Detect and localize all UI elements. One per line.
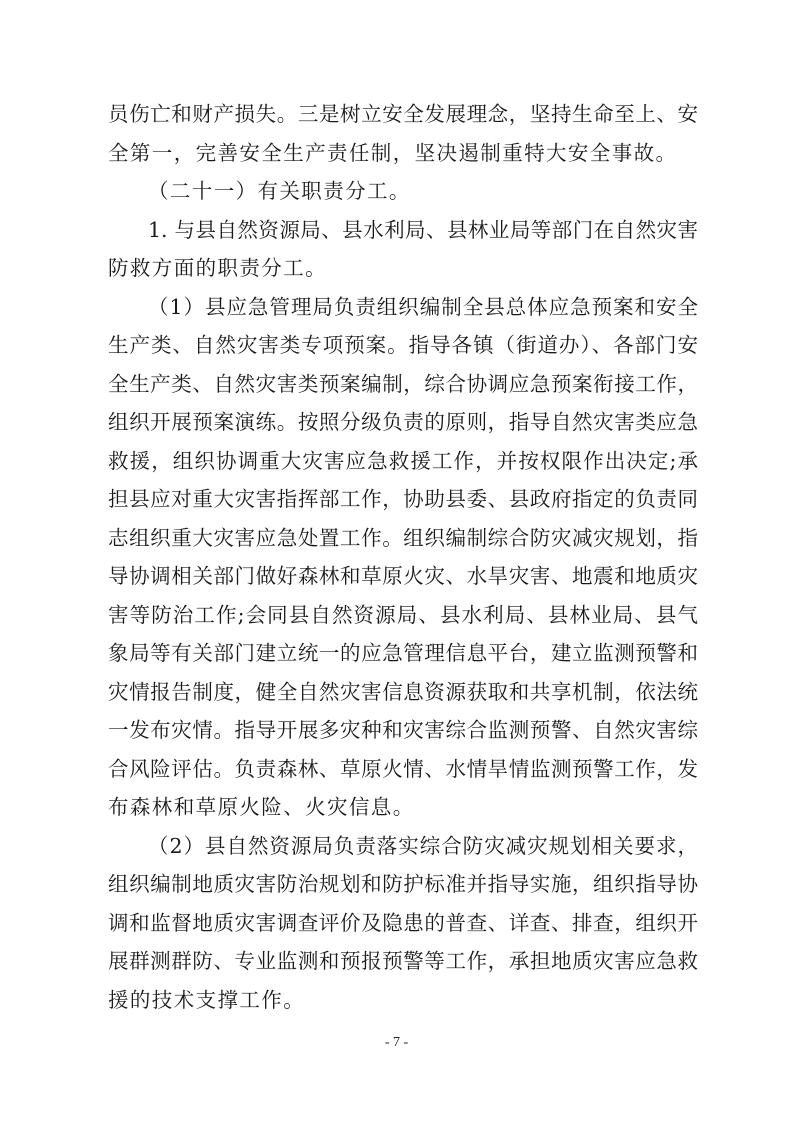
text-line: 展群测群防、专业监测和预报预警等工作，承担地质灾害应急救 (108, 949, 698, 973)
paragraph-section-21 (108, 172, 698, 211)
text-line: 担县应对重大灾害指挥部工作，协助县委、县政府指定的负责同 (108, 487, 698, 511)
text-line: 援的技术支撑工作。 (108, 987, 306, 1012)
text-line: 员伤亡和财产损失。三是树立安全发展理念，坚持生命至上、安 (108, 102, 698, 126)
text-line: 全第一，完善安全生产责任制，坚决遏制重特大安全事故。 (108, 140, 678, 165)
text-line: 导协调相关部门做好森林和草原火灾、水旱灾害、地震和地质灾 (108, 564, 698, 588)
text-line: 合风险评估。负责森林、草原火情、水情旱情监测预警工作，发 (108, 756, 698, 781)
text-line: （二十一）有关职责分工。 (148, 179, 411, 203)
text-line: 布森林和草原火险、火灾信息。 (108, 795, 415, 819)
text-line: 灾情报告制度，健全自然灾害信息资源获取和共享机制，依法统 (108, 679, 698, 704)
text-line: 防救方面的职责分工。 (108, 256, 327, 280)
text-line: 救援，组织协调重大灾害应急救援工作，并按权限作出决定;承 (108, 448, 698, 473)
paragraph-sub-2 (108, 827, 698, 1020)
text-line: 全生产类、自然灾害类预案编制，综合协调应急预案衔接工作， (108, 371, 698, 396)
text-line: （1）县应急管理局负责组织编制全县总体应急预案和安全 (148, 294, 698, 319)
page-number: - 7 - (384, 1035, 409, 1050)
text-line: 生产类、自然灾害类专项预案。指导各镇（街道办）、各部门安 (108, 333, 698, 357)
text-line: 组织开展预案演练。按照分级负责的原则，指导自然灾害类应急 (108, 410, 698, 434)
text-line: 组织编制地质灾害防治规划和防护标准并指导实施，组织指导协 (108, 872, 698, 896)
text-line: 象局等有关部门建立统一的应急管理信息平台，建立监测预警和 (108, 641, 698, 665)
text-line: 1. 与县自然资源局、县水利局、县林业局等部门在自然灾害 (148, 217, 698, 242)
text-line: 志组织重大灾害应急处置工作。组织编制综合防灾减灾规划，指 (108, 525, 698, 550)
text-line: 调和监督地质灾害调查评价及隐患的普查、详查、排查，组织开 (108, 910, 698, 935)
text-line: 一发布灾情。指导开展多灾种和灾害综合监测预警、自然灾害综 (108, 718, 698, 742)
paragraph-sub-1 (108, 288, 698, 827)
text-line: （2）县自然资源局负责落实综合防灾减灾规划相关要求， (148, 833, 698, 858)
paragraph-continuation (108, 95, 698, 172)
document-body (108, 95, 698, 1019)
paragraph-item-1 (108, 211, 698, 288)
text-line: 害等防治工作;会同县自然资源局、县水利局、县林业局、县气 (108, 602, 698, 627)
